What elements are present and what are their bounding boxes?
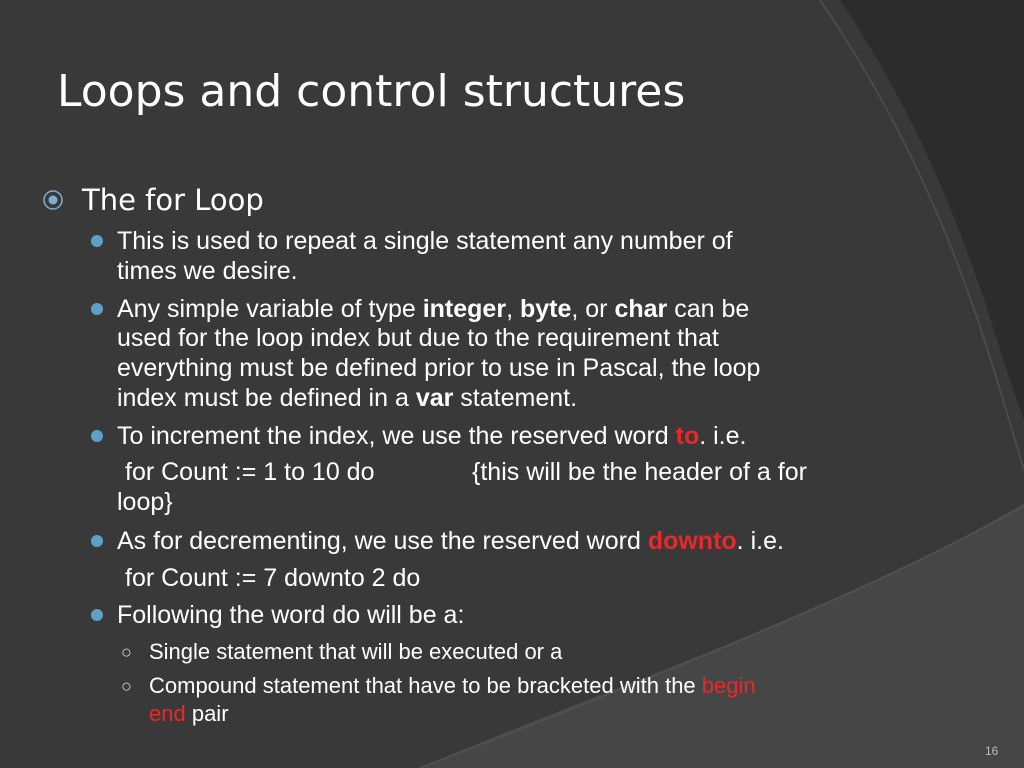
text: , or xyxy=(571,295,615,323)
code-example-1-line-2: loop} xyxy=(117,488,173,516)
keyword-integer: integer xyxy=(422,295,507,323)
text: statement. xyxy=(453,384,578,412)
text: index must be defined in a xyxy=(117,384,416,412)
bullet-5-line-1: Following the word do will be a: xyxy=(117,601,465,629)
keyword-to: to xyxy=(675,422,700,450)
bullet-dot-icon xyxy=(91,430,103,442)
sub-bullet-2-line-2 xyxy=(149,700,229,728)
bullet-circle-icon xyxy=(42,189,64,211)
text: As for decrementing, we use the reserved word xyxy=(117,527,648,555)
bullet-dot xyxy=(49,196,58,205)
text: . i.e. xyxy=(736,527,784,555)
level1-heading: The for Loop xyxy=(82,183,264,217)
bullet-2-line-2: used for the loop index but due to the requirement that xyxy=(117,324,719,352)
keyword-var: var xyxy=(415,384,454,412)
sub-bullet-1: Single statement that will be executed or a xyxy=(149,639,563,664)
code-example-2: for Count := 7 downto 2 do xyxy=(125,564,421,592)
keyword-byte: byte xyxy=(519,295,572,323)
sub-bullet-2-line-1 xyxy=(149,672,756,700)
sub-bullet-circle-icon: ○ xyxy=(121,642,132,662)
bullet-dot-icon xyxy=(91,235,103,247)
bullet-1-line-2: times we desire. xyxy=(117,257,298,285)
code-example-1-comment: {this will be the header of a for xyxy=(472,458,807,486)
text: can be xyxy=(667,295,750,323)
bullet-1-line-1: This is used to repeat a single statement any number of xyxy=(117,227,733,255)
keyword-downto: downto xyxy=(647,527,737,555)
bullet-3-line-1 xyxy=(117,421,957,451)
bullet-4-line-1 xyxy=(117,526,957,556)
sub-bullet-circle-icon: ○ xyxy=(121,676,132,696)
text: pair xyxy=(185,701,229,726)
keyword-char: char xyxy=(614,295,668,323)
text: Compound statement that have to be bracketed with the xyxy=(149,673,702,698)
bullet-2-line-3: everything must be defined prior to use in Pascal, the loop xyxy=(117,354,761,382)
keyword-begin: begin xyxy=(701,673,756,698)
text: . i.e. xyxy=(699,422,747,450)
bullet-2-line-4 xyxy=(117,383,957,413)
keyword-end: end xyxy=(149,701,186,726)
code-example-1: for Count := 1 to 10 do xyxy=(125,458,375,486)
text: To increment the index, we use the reserved word xyxy=(117,422,676,450)
slide-title: Loops and control structures xyxy=(57,66,686,117)
text: Any simple variable of type xyxy=(117,295,423,323)
slide-number: 16 xyxy=(985,744,999,758)
bullet-dot-icon xyxy=(91,535,103,547)
bullet-dot-icon xyxy=(91,609,103,621)
bullet-2-line-1 xyxy=(117,294,957,324)
bullet-dot-icon xyxy=(91,303,103,315)
text: , xyxy=(506,295,520,323)
